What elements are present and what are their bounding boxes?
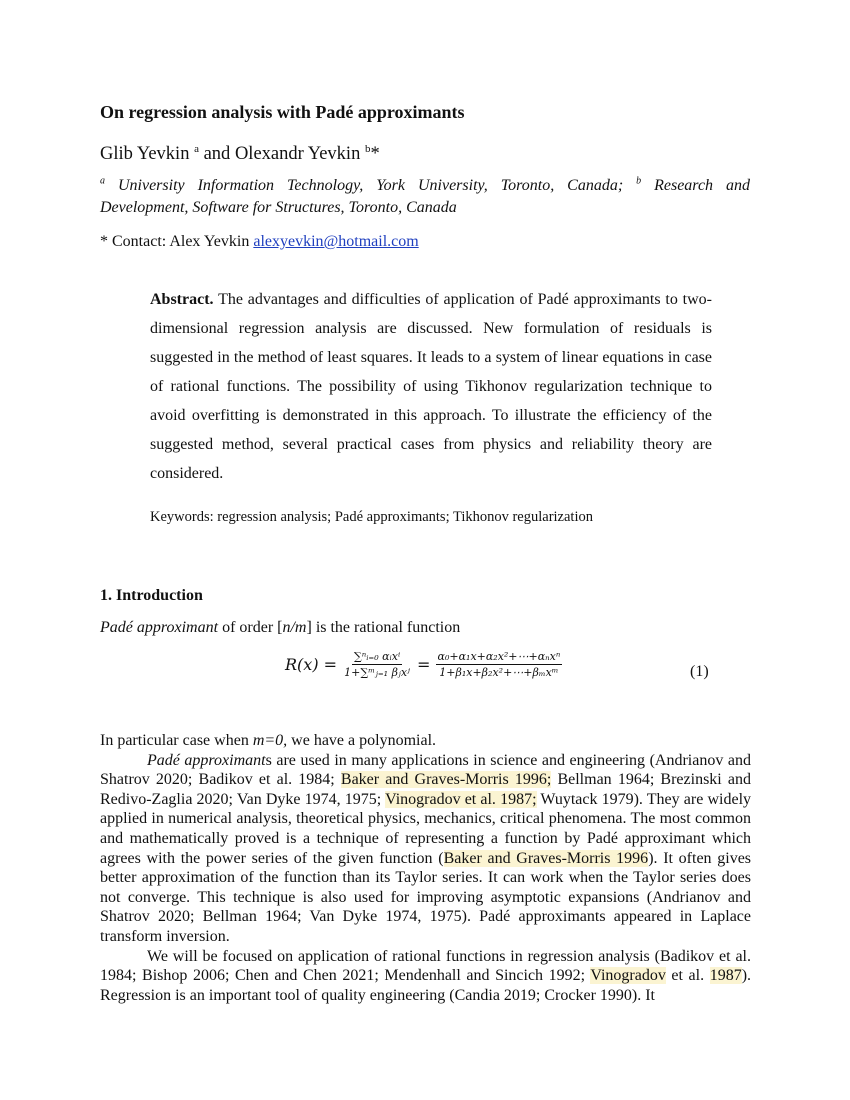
equation-fraction-expanded: [436, 650, 563, 679]
citation-highlight: Vinogradov: [590, 967, 666, 985]
fraction-sum-numerator: ∑ⁿᵢ₌₀ αᵢxⁱ: [353, 650, 401, 663]
abstract: [150, 285, 712, 488]
author-line: [100, 144, 380, 165]
affil-a-mark: a: [100, 175, 105, 187]
citation-highlight: 1987: [709, 967, 742, 985]
author-connector: and: [198, 144, 235, 164]
p2-text-d: ). It often gives better approximation of the function than its Taylor series. It can work when the Taylor series does not converge. This technique is also used for improving asymptotic expansions (Andrianov and Shatrov 2020; Bellman 1964; Van Dyke 1974, 1975). Padé approximants appeared in Laplace transform inversion.: [100, 849, 752, 945]
fraction-expanded-denominator: 1+β₁x+β₂x²+⋯+βₘxᵐ: [439, 666, 559, 679]
definition-end: ] is the rational function: [306, 619, 461, 636]
fraction-expanded-numerator: α₀+α₁x+α₂x²+⋯+αₙxⁿ: [437, 650, 561, 663]
paragraph-2: [100, 751, 751, 947]
equation-fraction-sum: [342, 650, 412, 679]
author-2-affil-mark: b: [364, 142, 371, 155]
p1-text-end: we have a polynomial.: [287, 732, 437, 749]
section-heading-introduction: 1. Introduction: [100, 587, 203, 604]
affil-b-text: Research and Development, Software for Structures, Toronto, Canada: [100, 177, 751, 216]
author-2: Olexandr Yevkin: [234, 144, 361, 164]
equation-equals: =: [417, 655, 431, 674]
citation-highlight: Vinogradov et al. 1987;: [385, 790, 537, 808]
fraction-sum-denominator: 1+∑ᵐⱼ₌₁ βⱼxʲ: [344, 666, 410, 679]
email-link[interactable]: alexyevkin@hotmail.com: [253, 233, 419, 250]
p3-text-a: We will be focused on application of rational functions in regression analysis (Badikov et al. 1984; Bishop 2006; Chen and Chen 2021; Mendenhall and Sincich 1992;: [100, 947, 751, 985]
introduction-body: [100, 731, 751, 1005]
paragraph-1: [100, 731, 751, 751]
equation-lhs: R(x) =: [285, 655, 338, 674]
keywords: Keywords: regression analysis; Padé approximants; Tikhonov regularization: [150, 509, 593, 525]
p2-text-c: Wuytack 1979). They are widely applied in numerical analysis, theoretical physics, mechanics, critical phenomena. The most common and mathematically proved is a technique of representing a function by Padé approximant which agrees with the power series of the given function (: [100, 790, 752, 867]
citation-highlight: Baker and Graves-Morris 1996;: [340, 771, 552, 789]
affiliations: [100, 175, 750, 219]
affil-a-text: University Information Technology, York University, Toronto, Canada;: [105, 177, 637, 194]
abstract-label: Abstract.: [150, 291, 214, 308]
contact-line: [100, 233, 419, 251]
p2-text-a: s are used in many applications in science and engineering (Andrianov and Shatrov 2020; Badikov et al. 1984;: [100, 751, 751, 789]
equation-1: [285, 650, 725, 700]
p2-term: Padé approximant: [147, 751, 266, 769]
equation-number: (1): [690, 663, 709, 680]
contact-prefix: * Contact: Alex Yevkin: [100, 233, 254, 250]
p3-text-b: et al.: [665, 967, 710, 985]
author-1: Glib Yevkin: [100, 144, 190, 164]
paragraph-3: [100, 947, 751, 1006]
author-1-affil-mark: a: [194, 142, 199, 155]
definition-text: of order [: [218, 619, 283, 636]
abstract-text: The advantages and difficulties of application of Padé approximants to two-dimensional regression analysis are discussed. New formulation of residuals is suggested in the method of least squares. It leads to a system of linear equations in case of rational functions. The possibility of using Tikhonov regularization technique to avoid overfitting is demonstrated in this approach. To illustrate the efficiency of the suggested method, several practical cases from physics and reliability theory are considered.: [150, 291, 712, 482]
p3-text-c: ). Regression is an important tool of quality engineering (Candia 2019; Crocker 1990). It: [100, 967, 752, 1004]
order-symbol: n/m: [282, 619, 307, 636]
citation-highlight: Baker and Graves-Morris 1996: [443, 849, 649, 867]
pade-term: Padé approximant: [100, 619, 219, 636]
corresponding-mark: *: [370, 144, 380, 164]
pade-definition: [100, 619, 460, 637]
p1-text: In particular case when: [100, 732, 253, 749]
paper-title: On regression analysis with Padé approximants: [100, 102, 465, 122]
p1-math: m=0,: [252, 732, 288, 749]
affil-b-mark: b: [636, 175, 642, 187]
p2-text-b: Bellman 1964; Brezinski and Redivo-Zaglia 2020; Van Dyke 1974, 1975;: [100, 771, 752, 808]
